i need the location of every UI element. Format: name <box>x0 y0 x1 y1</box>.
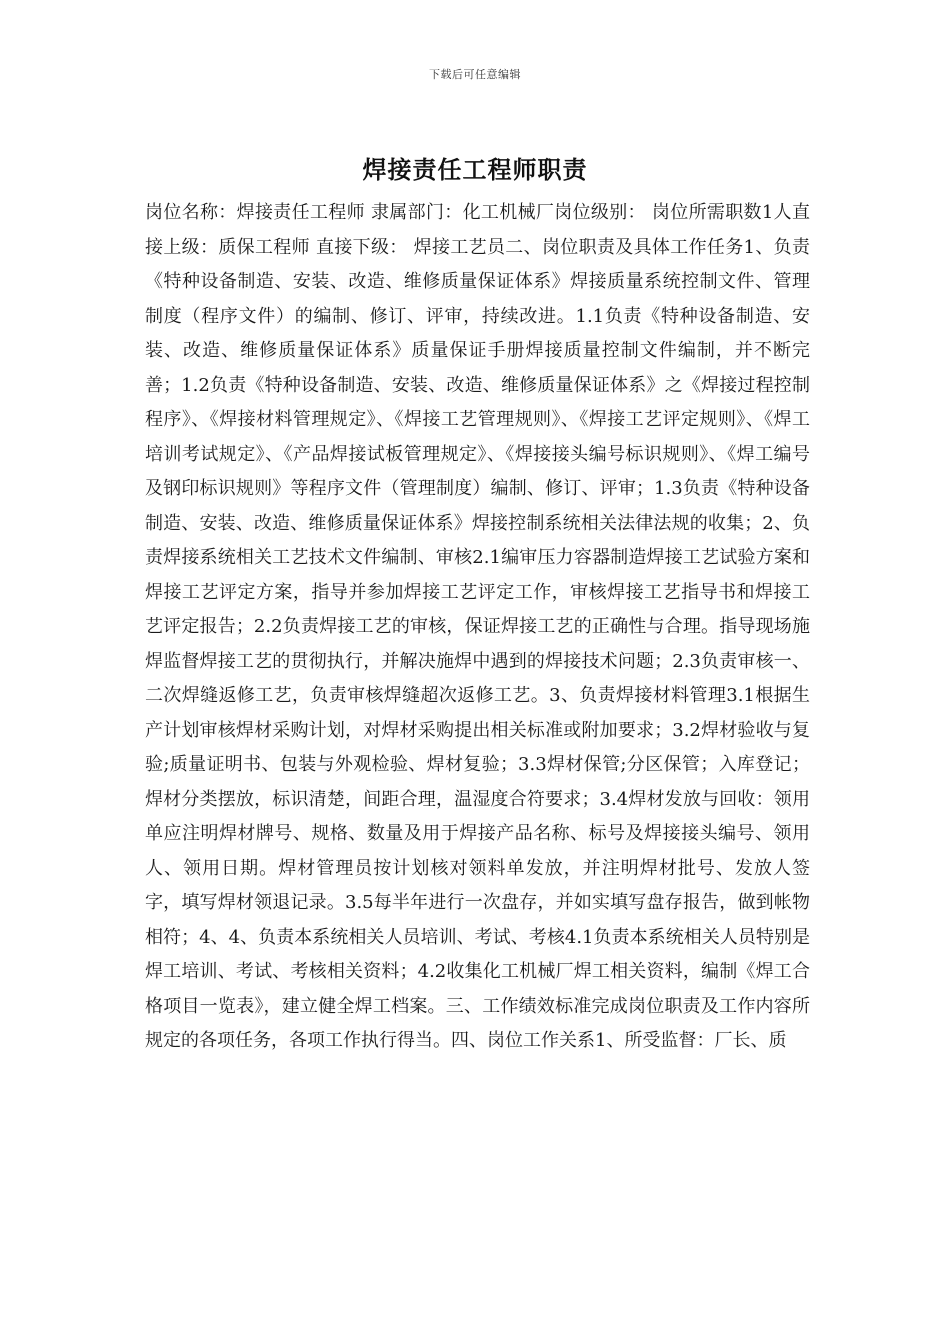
document-title: 焊接责任工程师职责 <box>362 155 588 184</box>
document-body-text: 岗位名称：焊接责任工程师 隶属部门：化工机械厂岗位级别： 岗位所需职数1人直接上级：质保工程师 直接下级： 焊接工艺员二、岗位职责及具体工作任务1、负责《特种设备制造、安装、改造、维修质量保证体系》焊接质量系统控制文件、管理制度（程序文件）的编制、修订、评审，持续改进。1.1负责《特种设备制造、安装、改造、维修质量保证体系》质量保证手册焊接质量控制文件编制，并不断完善；1.2负责《特种设备制造、安装、改造、维修质量保证体系》之《焊接过程控制程序》、《焊接材料管理规定》、《焊接工艺管理规则》、《焊接工艺评定规则》、《焊工培训考试规定》、《产品焊接试板管理规定》、《焊接接头编号标识规则》、《焊工编号及钢印标识规则》等程序文件（管理制度）编制、修订、评审；1.3负责《特种设备制造、安装、改造、维修质量保证体系》焊接控制系统相关法律法规的收集；2、负责焊接系统相关工艺技术文件编制、审核2.1编审压力容器制造焊接工艺试验方案和焊接工艺评定方案，指导并参加焊接工艺评定工作，审核焊接工艺指导书和焊接工艺评定报告；2.2负责焊接工艺的审核，保证焊接工艺的正确性与合理。指导现场施焊监督焊接工艺的贯彻执行，并解决施焊中遇到的焊接技术问题；2.3负责审核一、二次焊缝返修工艺，负责审核焊缝超次返修工艺。3、负责焊接材料管理3.1根据生产计划审核焊材采购计划，对焊材采购提出相关标准或附加要求；3.2焊材验收与复验;质量证明书、包装与外观检验、焊材复验；3.3焊材保管;分区保管；入库登记；焊材分类摆放，标识清楚，间距合理，温湿度合符要求；3.4焊材发放与回收：领用单应注明焊材牌号、规格、数量及用于焊接产品名称、标号及焊接接头编号、领用人、领用日期。焊材管理员按计划核对领料单发放，并注明焊材批号、发放人签字，填写焊材领退记录。3.5每半年进行一次盘存，并如实填写盘存报告，做到帐物相符；4、4、负责本系统相关人员培训、考试、考核4.1负责本系统相关人员特别是焊工培训、考试、考核相关资料；4.2收集化工机械厂焊工相关资料，编制《焊工合格项目一览表》，建立健全焊工档案。三、工作绩效标准完成岗位职责及工作内容所规定的各项任务，各项工作执行得当。四、岗位工作关系1、所受监督：厂长、质 <box>145 202 810 1051</box>
download-note: 下载后可任意编辑 <box>429 68 521 81</box>
